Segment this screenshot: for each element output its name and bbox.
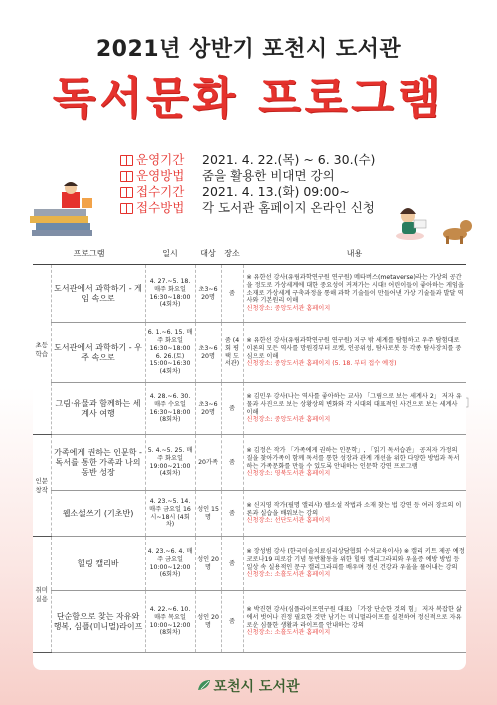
program-name: 단순함으로 찾는 자유와 행복, 심플(미니멀)라이프	[51, 591, 145, 653]
col-header-program: 프로그램	[33, 244, 145, 265]
category-cell: 취미 실용	[33, 537, 51, 653]
page-subtitle: 2021년 상반기 포천시 도서관	[95, 37, 402, 62]
program-target: 초3~6 20명	[195, 383, 221, 435]
category-cell: 초등 학습	[33, 265, 51, 435]
col-header-target: 대상	[195, 244, 221, 265]
book-icon	[120, 155, 133, 166]
program-apply-site: 신청장소: 소흘도서관 홈페이지	[246, 571, 331, 579]
program-date: 4. 23.~5. 14. 매주 금요일 16시~18시 (4회차)	[145, 491, 195, 537]
info-value: 줌을 활용한 비대면 강의	[202, 168, 335, 183]
info-row-registration-method	[120, 200, 420, 216]
info-label: 운영방법	[136, 168, 185, 183]
program-place: 줌	[221, 383, 243, 435]
table-row	[33, 591, 466, 653]
program-table-card	[33, 244, 466, 670]
program-apply-site: 신청장소: 영북도서관 홈페이지	[246, 470, 331, 478]
program-table	[33, 244, 466, 653]
program-content	[243, 323, 466, 383]
program-place: 줌	[221, 435, 243, 491]
leaf-logo-icon	[197, 679, 213, 691]
program-content	[243, 537, 466, 591]
program-date: 4. 23.~6. 4. 매주 금요일 10:00~12:00 (6회차)	[145, 537, 195, 591]
program-description: ※ 장성범 강사 (한국미술치료심리상담협회 수석교육이사) ※ 캘리 키트 제공 예정 코로나19 피로감 기념 동반활동을 위한 힐링 캘리그라피와 우울증 예방 방법 등 일상 속 실용적인 문구 캘리그라피를 배우며 정신 건강과 우울을 풀어내는 강의	[246, 548, 465, 571]
info-label: 접수기간	[136, 184, 185, 199]
program-apply-site: 신청장소: 중앙도서관 홈페이지	[246, 305, 331, 313]
program-description: ※ 유한선 강사(유림과학연구원 연구원) 메타버스(metaverse)라는 가상의 공간을 정도로 가상세계에 대한 중요성이 커져가는 시대! 어린이들이 좋아하는 게임을 소재로 가상세계 구축과정을 통해 과학 기술들이 만들어낸 가상 기술들과 발달 역사와 기본원리 이해	[246, 274, 464, 305]
program-content	[243, 265, 466, 323]
program-name: 도서관에서 과학하기 - 게임 속으로	[51, 265, 145, 323]
program-description: ※ 박진현 강사(심플라이프연구원 대표) 「가장 단순한 것의 힘」 저자 복잡한 삶에서 벗어나 진정 필요한 것만 남기는 미니멀라이프를 실천하여 정신적으로 자유로운 심플한 생활과 라이프를 안내하는 강의	[246, 606, 462, 629]
program-description: ※ 신지영 작가(필명 앨리샤) 웹소설 작법과 소재 찾는 법 강연 등 여러 장르의 이론과 실습을 배워보는 강의	[246, 501, 462, 517]
program-name: 힐링 캘리바	[51, 537, 145, 591]
book-icon	[120, 187, 133, 198]
table-row	[33, 491, 466, 537]
info-label: 운영기간	[136, 152, 185, 167]
table-row	[33, 435, 466, 491]
library-logo	[0, 676, 497, 696]
program-description: ※ 김민우 강사(나는 역사를 좋아하는 교사) 「그림으로 보는 세계사 2」 저자 유물과 사진으로 보는 상황상의 변화와 각 시대의 대표적인 사건으로 보는 세계사 이해	[246, 393, 462, 416]
table-row	[33, 383, 466, 435]
reading-kid-illustration-left	[26, 178, 118, 248]
program-apply-site: 신청장소: 중앙도서관 홈페이지	[246, 416, 331, 424]
program-content	[243, 491, 466, 537]
col-header-content: 내용	[243, 244, 466, 265]
program-date: 5. 4.~5. 25. 매주 화요일 19:00~21:00 (4회차)	[145, 435, 195, 491]
program-apply-site: 신청장소: 선단도서관 홈페이지	[246, 517, 331, 525]
program-content	[243, 591, 466, 653]
table-row	[33, 537, 466, 591]
program-target: 초3~6 20명	[195, 323, 221, 383]
program-target: 성인 20명	[195, 537, 221, 591]
info-row-method	[120, 168, 420, 184]
logo-text: 포천시 도서관	[213, 679, 300, 695]
program-date: 4. 28.~6. 30. 매주 수요일 16:30~18:00 (8회차)	[145, 383, 195, 435]
info-value: 2021. 4. 22.(목) ~ 6. 30.(수)	[202, 152, 376, 167]
program-date: 4. 27.~5. 18. 매주 화요일 16:30~18:00 (4회차)	[145, 265, 195, 323]
category-cell: 인문 창작	[33, 435, 51, 537]
program-name: 도서관에서 과학하기 - 우주 속으로	[51, 323, 145, 383]
info-value: 각 도서관 홈페이지 온라인 신청	[202, 200, 375, 215]
program-name: 그림·유물과 함께하는 세계사 여행	[51, 383, 145, 435]
program-target: 성인 15명	[195, 491, 221, 537]
info-row-registration-period	[120, 184, 420, 200]
program-apply-site: 신청장소: 중앙도서관 홈페이지 (5. 18. 부터 접수 예정)	[246, 360, 397, 368]
program-place: 줌	[221, 537, 243, 591]
program-date: 4. 22.~6. 10. 매주 목요일 10:00~12:00 (8회차)	[145, 591, 195, 653]
program-place: 줌	[221, 491, 243, 537]
info-row-period	[120, 152, 420, 168]
program-apply-site: 신청장소: 소흘도서관 홈페이지	[246, 629, 331, 637]
table-row	[33, 265, 466, 323]
program-name: 웹소설쓰기 (기초반)	[51, 491, 145, 537]
table-row	[33, 323, 466, 383]
table-header-row	[33, 244, 466, 265]
program-target: 20가족	[195, 435, 221, 491]
book-icon	[120, 171, 133, 182]
program-info	[120, 152, 420, 216]
col-header-place: 장소	[221, 244, 243, 265]
program-description: ※ 유한선 강사(유림과학연구원 연구원) 지구 밖 세계를 탐험하고 우주 탐험대로 이론의 모든 역사를 망원경부터 로켓, 인공위성, 탐사로봇 등 각종 탐사장치를 중심으로 이해	[246, 337, 462, 360]
page-title: 독서문화 프로그램	[52, 73, 445, 124]
program-place: 줌	[221, 265, 243, 323]
info-label: 접수방법	[136, 200, 185, 215]
info-value: 2021. 4. 13.(화) 09:00~	[202, 184, 350, 199]
program-place: 줌 (4회 평택 도서관)	[221, 323, 243, 383]
program-target: 초3~6 20명	[195, 265, 221, 323]
program-content	[243, 435, 466, 491]
col-header-date: 일시	[145, 244, 195, 265]
program-date: 6. 1.~6. 15. 매주 화요일 16:30~18:00 6. 26.(토) 15:00~16:30 (4회차)	[145, 323, 195, 383]
program-content	[243, 383, 466, 435]
program-place: 줌	[221, 591, 243, 653]
book-icon	[120, 203, 133, 214]
program-description: ※ 김정은 작가 「가족에게 권하는 인문학」, 「읽기 독서습관」 공저자 가정의 질을 찾아가족이 함께 독서를 통한 성장과 관계 개선을 위한 다양한 방법과 독서하는 가족문화를 만들 수 있도록 안내하는 인문학 강연 프로그램	[246, 447, 460, 470]
program-target: 성인 20명	[195, 591, 221, 653]
program-name: 가족에게 권하는 인문학 - 독서를 통한 가족과 나의 동반 성장	[51, 435, 145, 491]
